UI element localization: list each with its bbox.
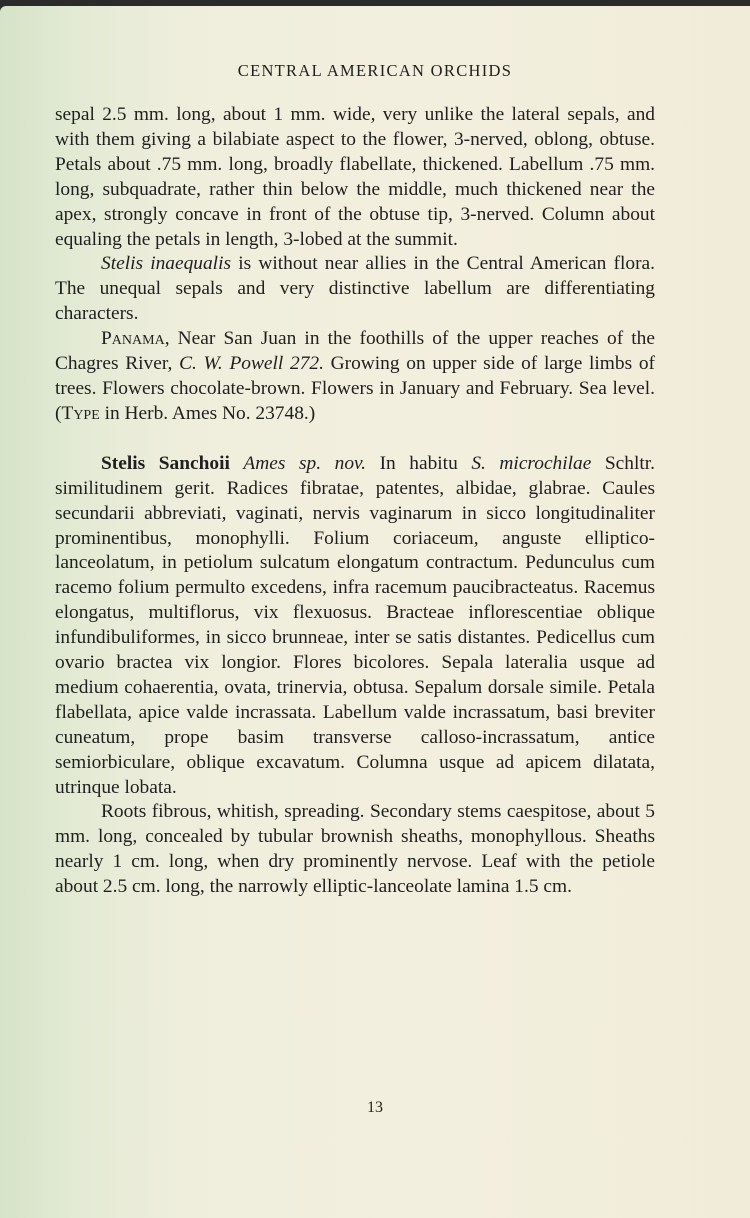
latin-text: In habitu (366, 452, 472, 474)
collector: C. W. Powell 272. (179, 353, 324, 375)
new-species-name: Stelis Sanchoii (101, 452, 230, 474)
type-label: Type (61, 402, 100, 424)
body-text (55, 103, 655, 900)
paragraph-english-description: Roots fibrous, whitish, spreading. Secondary stems caespitose, about 5 mm. long, concealed by tubular brownish sheaths, monophyllous. Sheaths nearly 1 cm. long, when dry prominently nervose. Leaf with the petiole about 2.5 cm. long, the narrowly elliptic-lanceolate lamina 1.5 cm. (55, 801, 655, 898)
section-gap (55, 427, 655, 452)
locality-habitat: Growing on upper side of large limbs of trees. Flowers chocolate-brown. Flowers in January and February. Sea level. ( (55, 353, 655, 424)
paragraph-stelis-inaequalis-note (55, 252, 655, 327)
herbarium-reference: in Herb. Ames No. 23748.) (99, 402, 316, 424)
species-name: Stelis inaequalis (101, 253, 232, 275)
compared-species: S. microchilae (471, 452, 592, 474)
page-number: 13 (367, 1099, 383, 1116)
locality-text: , Near San Juan in the foothills of the upper reaches of the Chagres River, (55, 328, 655, 375)
paragraph-stelis-sanchoii-latin (55, 452, 655, 801)
paragraph-text: is without near allies in the Central American flora. The unequal sepals and very distinctive labellum are differentiating characters. (55, 253, 655, 325)
book-page (0, 6, 750, 1218)
species-author: Ames sp. nov. (243, 452, 367, 474)
paragraph-locality (55, 327, 655, 427)
latin-description: Schltr. similitudinem gerit. Radices fibratae, patentes, albidae, glabrae. Caules secundarii abbreviati, vaginati, nervis vaginarum in sicco longitudinaliter prominentibus, monophylli. Folium coriaceum, anguste elliptico-lanceolatum, in petiolum sulcatum elongatum contractum. Pedunculus cum racemo folium permulto excedens, infra racemum paucibracteatus. Racemus elongatus, multiflorus, vix flexuosus. Bracteae inflorescentiae oblique infundibuliformes, in sicco brunneae, inter se satis distantes. Pedicellus cum ovario bractea vix longior. Flores bicolores. Sepala lateralia usque ad medium cohaerentia, ovata, trinervia, obtusa. Sepalum dorsale simile. Petala flabellata, apice valde incrassata. Labellum valde incrassatum, basi breviter cuneatum, prope basim transverse calloso-incrassatum, antice semiorbiculare, oblique excavatum. Columna usque ad apicem dilatata, utrinque lobata. (55, 452, 655, 798)
running-header: CENTRAL AMERICAN ORCHIDS (237, 61, 513, 80)
paragraph-sepal-description: sepal 2.5 mm. long, about 1 mm. wide, very unlike the lateral sepals, and with them giving a bilabiate aspect to the flower, 3-nerved, oblong, obtuse. Petals about .75 mm. long, broadly flabellate, thickened. Labellum .75 mm. long, subquadrate, rather thin below the middle, much thickened near the apex, strongly concave in front of the obtuse tip, 3-nerved. Column about equaling the petals in length, 3-lobed at the summit. (55, 104, 655, 250)
locality-country: Panama (101, 328, 165, 350)
